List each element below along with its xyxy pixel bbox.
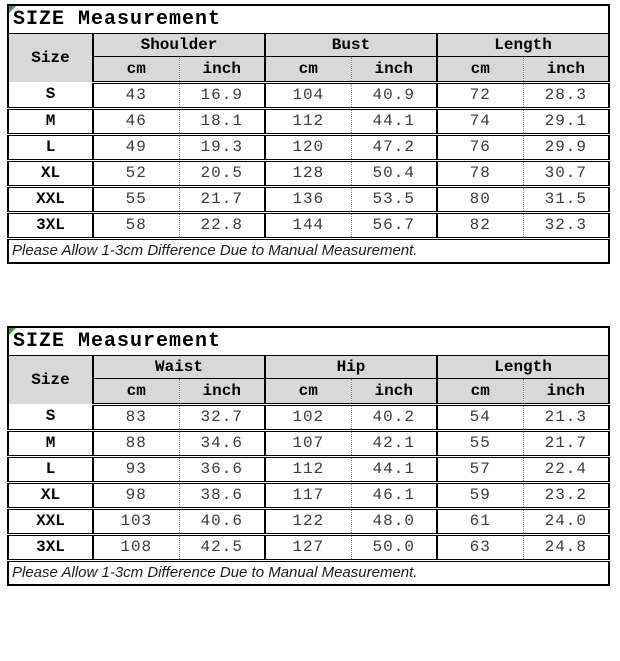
value-cell: 20.5 <box>179 160 265 186</box>
value-cell: 42.1 <box>351 430 437 456</box>
footer-row <box>8 560 609 585</box>
measurement-disclaimer: Please Allow 1-3cm Difference Due to Manual Measurement. <box>8 238 609 263</box>
value-cell: 127 <box>265 534 351 560</box>
value-cell: 18.1 <box>179 108 265 134</box>
value-cell: 63 <box>437 534 523 560</box>
value-cell: 21.7 <box>523 430 609 456</box>
size-table-waist-hip-length <box>7 326 610 586</box>
value-cell: 32.7 <box>179 404 265 430</box>
value-cell: 136 <box>265 186 351 212</box>
unit-header-inch: inch <box>523 56 609 82</box>
excel-corner-marker-icon <box>9 6 16 13</box>
value-cell: 78 <box>437 160 523 186</box>
value-cell: 93 <box>93 456 179 482</box>
value-cell: 55 <box>437 430 523 456</box>
table-row <box>8 534 609 560</box>
value-cell: 40.9 <box>351 82 437 108</box>
unit-header-cm: cm <box>93 56 179 82</box>
unit-header-inch: inch <box>179 56 265 82</box>
column-group-hip: Hip <box>265 355 437 378</box>
table-row <box>8 430 609 456</box>
excel-corner-marker-icon <box>9 328 16 335</box>
value-cell: 40.2 <box>351 404 437 430</box>
size-table-shoulder-bust-length <box>7 4 610 264</box>
unit-header-cm: cm <box>265 378 351 404</box>
value-cell: 82 <box>437 212 523 238</box>
table-title-text: SIZE Measurement <box>13 329 222 353</box>
value-cell: 46 <box>93 108 179 134</box>
unit-header-inch: inch <box>179 378 265 404</box>
value-cell: 55 <box>93 186 179 212</box>
value-cell: 53.5 <box>351 186 437 212</box>
value-cell: 72 <box>437 82 523 108</box>
value-cell: 50.0 <box>351 534 437 560</box>
value-cell: 61 <box>437 508 523 534</box>
value-cell: 76 <box>437 134 523 160</box>
value-cell: 117 <box>265 482 351 508</box>
table-row <box>8 508 609 534</box>
table-title <box>8 5 609 33</box>
value-cell: 74 <box>437 108 523 134</box>
value-cell: 88 <box>93 430 179 456</box>
group-header-row <box>8 33 609 56</box>
value-cell: 28.3 <box>523 82 609 108</box>
size-label: 3XL <box>8 534 93 560</box>
unit-header-cm: cm <box>93 378 179 404</box>
table-row <box>8 404 609 430</box>
value-cell: 83 <box>93 404 179 430</box>
value-cell: 21.7 <box>179 186 265 212</box>
value-cell: 44.1 <box>351 108 437 134</box>
value-cell: 29.9 <box>523 134 609 160</box>
value-cell: 19.3 <box>179 134 265 160</box>
value-cell: 22.8 <box>179 212 265 238</box>
table-row <box>8 186 609 212</box>
table-row <box>8 160 609 186</box>
value-cell: 112 <box>265 108 351 134</box>
table-title-text: SIZE Measurement <box>13 7 222 31</box>
value-cell: 38.6 <box>179 482 265 508</box>
value-cell: 24.8 <box>523 534 609 560</box>
value-cell: 30.7 <box>523 160 609 186</box>
value-cell: 104 <box>265 82 351 108</box>
value-cell: 36.6 <box>179 456 265 482</box>
value-cell: 50.4 <box>351 160 437 186</box>
value-cell: 108 <box>93 534 179 560</box>
value-cell: 48.0 <box>351 508 437 534</box>
value-cell: 107 <box>265 430 351 456</box>
size-label: XL <box>8 482 93 508</box>
value-cell: 31.5 <box>523 186 609 212</box>
size-label: XL <box>8 160 93 186</box>
value-cell: 49 <box>93 134 179 160</box>
size-label: M <box>8 108 93 134</box>
column-header-size: Size <box>8 33 93 82</box>
value-cell: 44.1 <box>351 456 437 482</box>
value-cell: 103 <box>93 508 179 534</box>
tables-spacer <box>7 264 620 326</box>
column-group-waist: Waist <box>93 355 265 378</box>
table-title-row <box>8 327 609 355</box>
column-group-bust: Bust <box>265 33 437 56</box>
table-row <box>8 82 609 108</box>
unit-header-inch: inch <box>351 378 437 404</box>
size-label: 3XL <box>8 212 93 238</box>
unit-header-inch: inch <box>351 56 437 82</box>
value-cell: 40.6 <box>179 508 265 534</box>
value-cell: 29.1 <box>523 108 609 134</box>
size-label: S <box>8 404 93 430</box>
unit-header-inch: inch <box>523 378 609 404</box>
column-group-length: Length <box>437 355 609 378</box>
value-cell: 52 <box>93 160 179 186</box>
footer-row <box>8 238 609 263</box>
value-cell: 120 <box>265 134 351 160</box>
group-header-row <box>8 355 609 378</box>
value-cell: 34.6 <box>179 430 265 456</box>
column-group-length: Length <box>437 33 609 56</box>
value-cell: 57 <box>437 456 523 482</box>
value-cell: 46.1 <box>351 482 437 508</box>
value-cell: 47.2 <box>351 134 437 160</box>
size-label: L <box>8 456 93 482</box>
column-group-shoulder: Shoulder <box>93 33 265 56</box>
size-label: M <box>8 430 93 456</box>
value-cell: 42.5 <box>179 534 265 560</box>
measurement-disclaimer: Please Allow 1-3cm Difference Due to Manual Measurement. <box>8 560 609 585</box>
value-cell: 16.9 <box>179 82 265 108</box>
table-title <box>8 327 609 355</box>
value-cell: 128 <box>265 160 351 186</box>
table-row <box>8 456 609 482</box>
table-title-row <box>8 5 609 33</box>
table-row <box>8 482 609 508</box>
value-cell: 21.3 <box>523 404 609 430</box>
table-row <box>8 134 609 160</box>
unit-header-cm: cm <box>437 56 523 82</box>
value-cell: 102 <box>265 404 351 430</box>
column-header-size: Size <box>8 355 93 404</box>
size-label: XXL <box>8 508 93 534</box>
value-cell: 43 <box>93 82 179 108</box>
value-cell: 32.3 <box>523 212 609 238</box>
value-cell: 24.0 <box>523 508 609 534</box>
value-cell: 54 <box>437 404 523 430</box>
unit-header-row <box>8 378 609 404</box>
value-cell: 144 <box>265 212 351 238</box>
unit-header-cm: cm <box>437 378 523 404</box>
value-cell: 80 <box>437 186 523 212</box>
unit-header-row <box>8 56 609 82</box>
value-cell: 58 <box>93 212 179 238</box>
value-cell: 112 <box>265 456 351 482</box>
value-cell: 122 <box>265 508 351 534</box>
table-row <box>8 212 609 238</box>
value-cell: 22.4 <box>523 456 609 482</box>
size-label: XXL <box>8 186 93 212</box>
table-row <box>8 108 609 134</box>
size-label: S <box>8 82 93 108</box>
unit-header-cm: cm <box>265 56 351 82</box>
value-cell: 56.7 <box>351 212 437 238</box>
value-cell: 59 <box>437 482 523 508</box>
value-cell: 23.2 <box>523 482 609 508</box>
value-cell: 98 <box>93 482 179 508</box>
size-label: L <box>8 134 93 160</box>
